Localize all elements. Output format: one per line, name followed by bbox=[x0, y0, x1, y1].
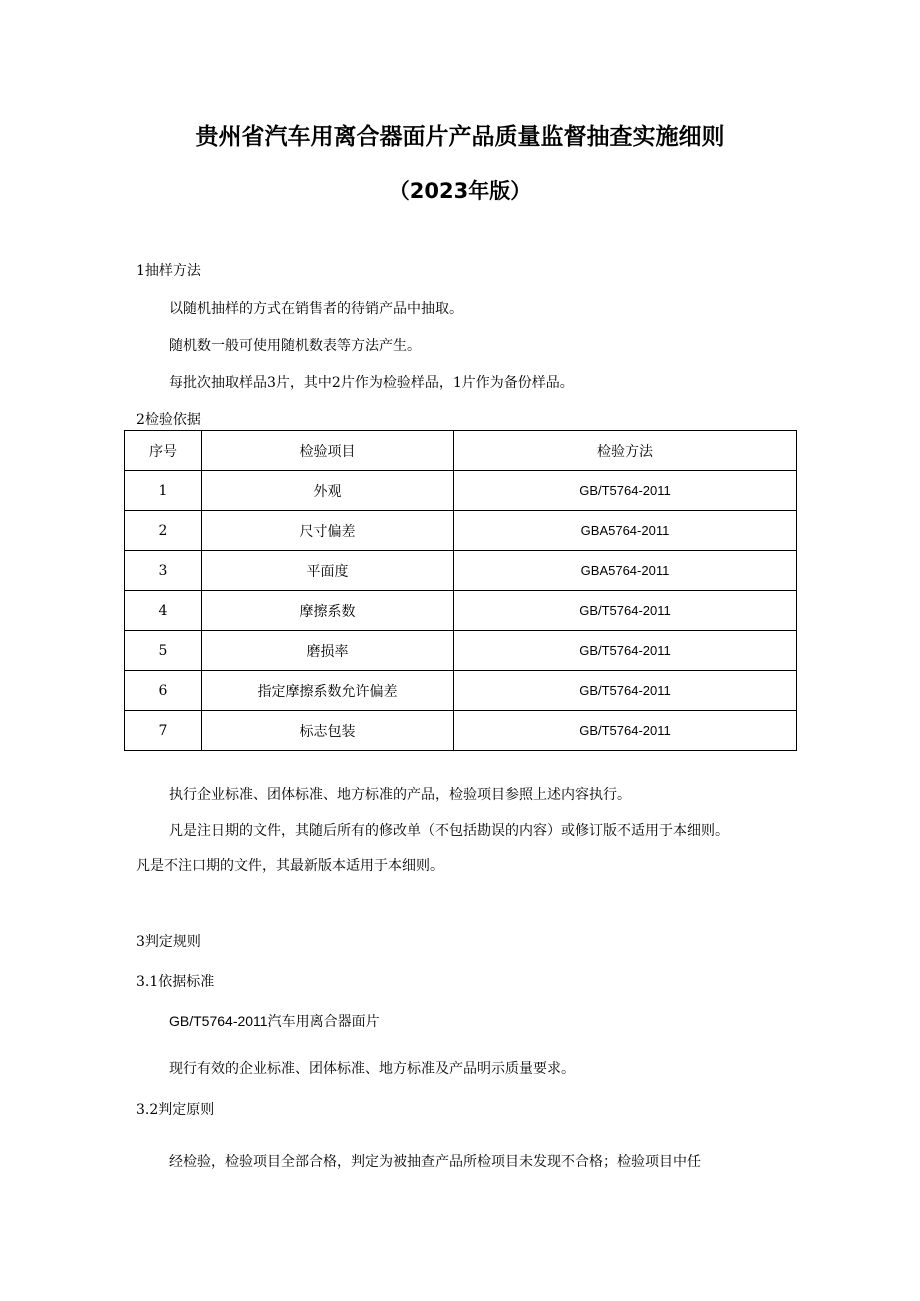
table-row bbox=[125, 711, 797, 751]
section1-paragraph-3: 每批次抽取样品3片，其中2片作为检验样品，1片作为备份样品。 bbox=[169, 375, 574, 391]
row-method: GB/T5764-2011 bbox=[454, 671, 797, 711]
standard-reference bbox=[169, 1011, 380, 1032]
section2-note-2-line-1: 凡是注日期的文件，其随后所有的修改单（不包括勘误的内容）或修订版不适用于本细则。 bbox=[169, 823, 729, 839]
header-index: 序号 bbox=[125, 431, 202, 471]
section3-1-heading: 3.1依据标准 bbox=[136, 974, 215, 990]
section3-2-heading: 3.2判定原则 bbox=[136, 1102, 215, 1118]
page-title: 贵州省汽车用离合器面片产品质量监督抽查实施细则 bbox=[195, 124, 725, 150]
row-method: GB/T5764-2011 bbox=[454, 631, 797, 671]
row-method: GBA5764-2011 bbox=[454, 551, 797, 591]
header-item: 检验项目 bbox=[202, 431, 454, 471]
standard-name: 汽车用离合器面片 bbox=[267, 1014, 380, 1030]
row-item: 标志包装 bbox=[202, 711, 454, 751]
table-row bbox=[125, 471, 797, 511]
section2-note-2-line-2: 凡是不注口期的文件，其最新版本适用于本细则。 bbox=[136, 858, 444, 874]
table-row bbox=[125, 631, 797, 671]
row-item: 外观 bbox=[202, 471, 454, 511]
row-index: 7 bbox=[125, 711, 202, 751]
row-method: GBA5764-2011 bbox=[454, 511, 797, 551]
row-method: GB/T5764-2011 bbox=[454, 711, 797, 751]
row-method: GB/T5764-2011 bbox=[454, 471, 797, 511]
row-index: 2 bbox=[125, 511, 202, 551]
section1-heading: 1抽样方法 bbox=[136, 263, 201, 279]
table-row bbox=[125, 551, 797, 591]
table-row bbox=[125, 671, 797, 711]
section2-heading: 2检验依据 bbox=[136, 412, 201, 428]
row-item: 指定摩擦系数允许偏差 bbox=[202, 671, 454, 711]
section3-heading: 3判定规则 bbox=[136, 934, 201, 950]
row-item: 尺寸偏差 bbox=[202, 511, 454, 551]
row-index: 3 bbox=[125, 551, 202, 591]
section1-paragraph-1: 以随机抽样的方式在销售者的待销产品中抽取。 bbox=[169, 301, 463, 317]
row-index: 4 bbox=[125, 591, 202, 631]
row-index: 1 bbox=[125, 471, 202, 511]
row-index: 6 bbox=[125, 671, 202, 711]
row-item: 磨损率 bbox=[202, 631, 454, 671]
table-row bbox=[125, 591, 797, 631]
inspection-table bbox=[124, 430, 797, 751]
header-method: 检验方法 bbox=[454, 431, 797, 471]
row-method: GB/T5764-2011 bbox=[454, 591, 797, 631]
row-item: 摩擦系数 bbox=[202, 591, 454, 631]
row-index: 5 bbox=[125, 631, 202, 671]
table-row bbox=[125, 511, 797, 551]
section2-note-1: 执行企业标准、团体标准、地方标准的产品，检验项目参照上述内容执行。 bbox=[169, 787, 631, 803]
row-item: 平面度 bbox=[202, 551, 454, 591]
standard-code: GB/T5764-2011 bbox=[169, 1013, 268, 1029]
edition-label: （2023年版） bbox=[388, 179, 532, 203]
section3-1-text: 现行有效的企业标准、团体标准、地方标准及产品明示质量要求。 bbox=[169, 1061, 575, 1077]
table-header-row bbox=[125, 431, 797, 471]
section1-paragraph-2: 随机数一般可使用随机数表等方法产生。 bbox=[169, 338, 421, 354]
section3-2-text: 经检验，检验项目全部合格，判定为被抽查产品所检项目未发现不合格；检验项目中任 bbox=[169, 1154, 701, 1170]
